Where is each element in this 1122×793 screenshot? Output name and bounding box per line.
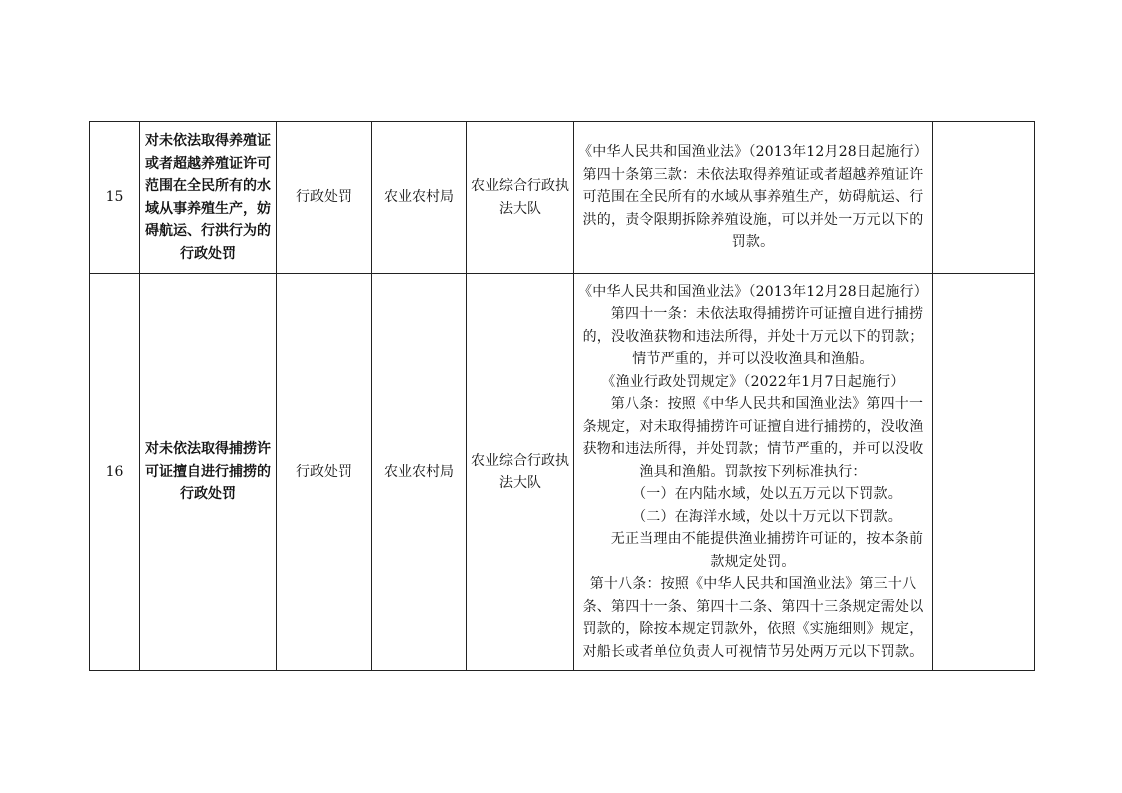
remark <box>933 122 1035 274</box>
power-type: 行政处罚 <box>277 274 372 671</box>
basis-line: 无正当理由不能提供渔业捕捞许可证的，按本条前款规定处罚。 <box>610 531 924 570</box>
item-name: 对未依法取得捕捞许可证擅自进行捕捞的行政处罚 <box>140 274 277 671</box>
remark <box>933 274 1035 671</box>
enforcement-table <box>89 121 1035 671</box>
legal-basis <box>574 122 933 274</box>
basis-line: 第四十条第三款：未依法取得养殖证或者超越养殖证许可范围在全民所有的水域从事养殖生产，妨碍航运、行洪的，责令限期拆除养殖设施，可以并处一万元以下的罚款。 <box>582 166 924 251</box>
basis-line: 第四十一条：未依法取得捕捞许可证擅自进行捕捞的，没收渔获物和违法所得，并处十万元以下的罚款；情节严重的，并可以没收渔具和渔船。 <box>582 306 924 368</box>
legal-basis <box>574 274 933 671</box>
authority: 农业农村局 <box>372 274 467 671</box>
item-name: 对未依法取得养殖证或者超越养殖证许可范围在全民所有的水域从事养殖生产，妨碍航运、行洪行为的行政处罚 <box>140 122 277 274</box>
row-number: 15 <box>90 122 140 274</box>
authority: 农业农村局 <box>372 122 467 274</box>
row-number: 16 <box>90 274 140 671</box>
basis-line: 第十八条：按照《中华人民共和国渔业法》第三十八条、第四十一条、第四十二条、第四十三条规定需处以罚款的，除按本规定罚款外，依照《实施细则》规定，对船长或者单位负责人可视情节另处两万元以下罚款。 <box>582 576 924 660</box>
executing-body: 农业综合行政执法大队 <box>467 122 574 274</box>
basis-line: （二）在海洋水域，处以十万元以下罚款。 <box>632 508 902 525</box>
power-type: 行政处罚 <box>277 122 372 274</box>
basis-line: （一）在内陆水域，处以五万元以下罚款。 <box>632 486 902 503</box>
basis-line: 《中华人民共和国渔业法》（2013年12月28日起施行） <box>578 144 928 161</box>
executing-body: 农业综合行政执法大队 <box>467 274 574 671</box>
table-row <box>90 274 1035 671</box>
basis-line: 第八条：按照《中华人民共和国渔业法》第四十一条规定，对未取得捕捞许可证擅自进行捕捞的，没收渔获物和违法所得，并处罚款；情节严重的，并可以没收渔具和渔船。罚款按下列标准执行： <box>582 396 924 480</box>
basis-line: 《中华人民共和国渔业法》（2013年12月28日起施行） <box>578 283 928 300</box>
table-row <box>90 122 1035 274</box>
basis-line: 《渔业行政处罚规定》（2022年1月7日起施行） <box>601 373 905 390</box>
